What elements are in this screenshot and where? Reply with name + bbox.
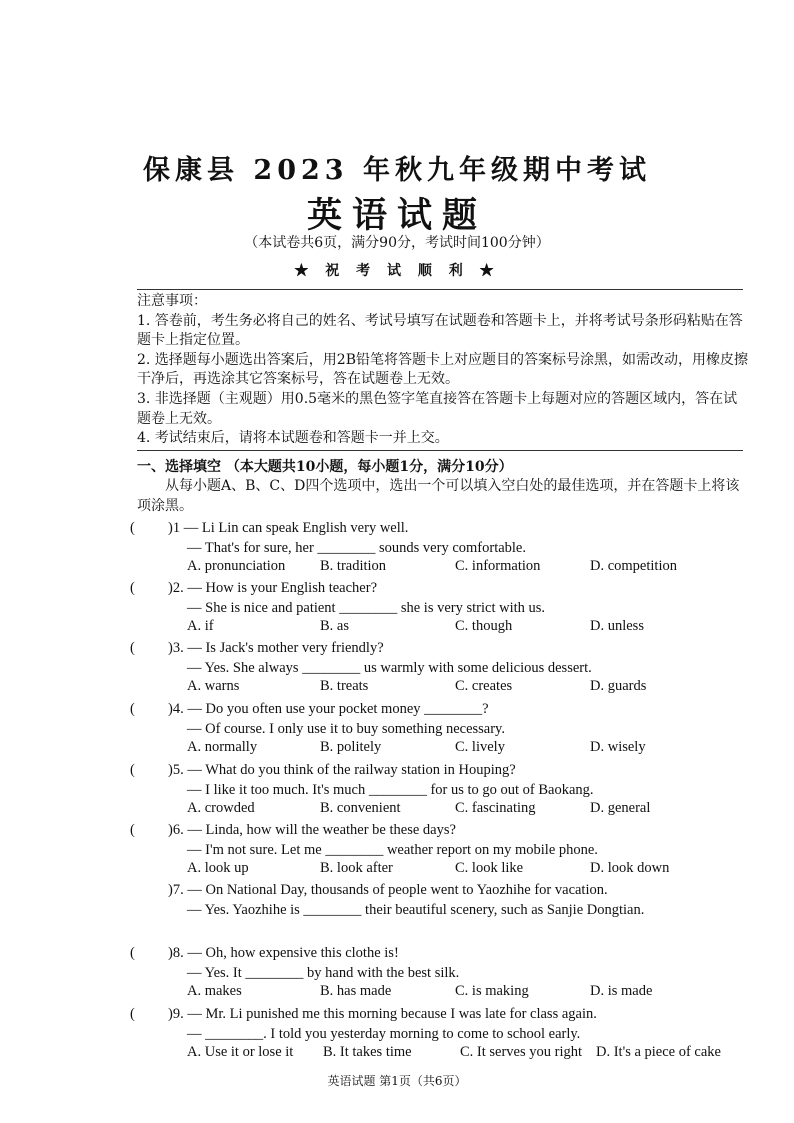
answer-paren[interactable]: ( — [130, 945, 135, 961]
question-stem: — Linda, how will the weather be these days? — [187, 822, 456, 838]
question-number: )4. — [168, 701, 184, 717]
option-c: C. It serves you right — [460, 1044, 583, 1060]
question-response: — She is nice and patient ________ she is very strict with us. — [187, 600, 546, 616]
note-item: 2. 选择题每小题选出答案后，用2B铅笔将答题卡上对应题目的答案标号涂黑，如需改动，用橡皮擦干净后，再选涂其它答案标号，答在试题卷上无效。 — [137, 351, 749, 388]
question-response: — Yes. Yaozhihe is ________ their beautiful scenery, such as Sanjie Dongtian. — [187, 902, 645, 918]
question-number: )1 — [168, 520, 181, 536]
option-a: A. warns — [187, 678, 240, 694]
question-7 — [130, 880, 770, 940]
option-c: C. fascinating — [455, 800, 536, 816]
question-number: )2. — [168, 580, 184, 596]
question-number: )3. — [168, 640, 184, 656]
answer-paren[interactable]: ( — [130, 701, 135, 717]
answer-paren[interactable]: ( — [130, 822, 135, 838]
question-9 — [130, 1004, 770, 1064]
note-item: 3. 非选择题（主观题）用0.5毫米的黑色签字笔直接答在答题卡上每题对应的答题区域内，答在试题卷上无效。 — [137, 390, 738, 427]
question-6 — [130, 820, 770, 880]
option-a: A. makes — [187, 983, 242, 999]
option-a: A. Use it or lose it — [187, 1044, 294, 1060]
option-a: A. normally — [187, 739, 258, 755]
question-number: )9. — [168, 1006, 184, 1022]
option-b: B. politely — [320, 739, 382, 755]
question-stem: — What do you think of the railway station in Houping? — [187, 762, 516, 778]
option-d: D. unless — [590, 618, 644, 634]
question-3 — [130, 638, 770, 698]
answer-paren[interactable]: ( — [130, 580, 135, 596]
question-number: )6. — [168, 822, 184, 838]
option-a: A. look up — [187, 860, 249, 876]
question-stem: — Li Lin can speak English very well. — [183, 520, 409, 536]
notes-block — [137, 292, 749, 449]
question-response: — Of course. I only use it to buy something necessary. — [187, 721, 505, 737]
option-a: A. crowded — [187, 800, 255, 816]
question-8 — [130, 943, 770, 1003]
exam-title: 保康县 2023 年秋九年级期中考试 — [143, 155, 651, 186]
answer-paren[interactable]: ( — [130, 762, 135, 778]
option-d: D. general — [590, 800, 651, 816]
option-c: C. is making — [455, 983, 529, 999]
question-1 — [130, 518, 770, 578]
question-response: — That's for sure, her ________ sounds very comfortable. — [187, 540, 526, 556]
section-title: 一、选择填空 （本大题共10小题，每小题1分，满分10分） — [137, 459, 513, 475]
answer-paren[interactable]: ( — [130, 520, 135, 536]
question-response: — I'm not sure. Let me ________ weather report on my mobile phone. — [187, 842, 598, 858]
option-a: A. if — [187, 618, 214, 634]
option-c: C. creates — [455, 678, 513, 694]
question-stem: — Do you often use your pocket money ________? — [187, 701, 489, 717]
question-stem: — Oh, how expensive this clothe is! — [187, 945, 399, 961]
section-instruction: 从每小题A、B、C、D四个选项中，选出一个可以填入空白处的最佳选项，并在答题卡上将该项涂黑。 — [137, 478, 740, 514]
question-number: )7. — [168, 882, 184, 898]
answer-paren[interactable]: ( — [130, 1006, 135, 1022]
option-b: B. convenient — [320, 800, 401, 816]
answer-paren[interactable]: ( — [130, 640, 135, 656]
option-c: C. look like — [455, 860, 524, 876]
note-item: 1. 答卷前，考生务必将自己的姓名、考试号填写在试题卷和答题卡上，并将考试号条形码粘贴在答题卡上指定位置。 — [137, 312, 743, 349]
option-b: B. tradition — [320, 558, 387, 574]
option-c: C. though — [455, 618, 513, 634]
option-a: A. pronunciation — [187, 558, 286, 574]
question-stem: — Is Jack's mother very friendly? — [187, 640, 384, 656]
option-c: C. information — [455, 558, 541, 574]
question-response: — I like it too much. It's much ________ for us to go out of Baokang. — [187, 782, 594, 798]
option-d: D. is made — [590, 983, 653, 999]
option-d: D. look down — [590, 860, 670, 876]
subject-title: 英语试题 — [306, 195, 487, 236]
question-response: — Yes. She always ________ us warmly with some delicious dessert. — [187, 660, 592, 676]
page-footer: 英语试题 第1页（共6页） — [327, 1074, 467, 1088]
question-response: — Yes. It ________ by hand with the best silk. — [187, 965, 460, 981]
option-b: B. look after — [320, 860, 393, 876]
question-5 — [130, 760, 770, 820]
question-2 — [130, 578, 770, 638]
divider — [137, 450, 743, 451]
question-number: )8. — [168, 945, 184, 961]
option-b: B. It takes time — [323, 1044, 412, 1060]
question-response: — ________. I told you yesterday morning to come to school early. — [187, 1026, 581, 1042]
option-d: D. guards — [590, 678, 647, 694]
question-stem: — Mr. Li punished me this morning because I was late for class again. — [187, 1006, 597, 1022]
question-stem: — On National Day, thousands of people went to Yaozhihe for vacation. — [187, 882, 608, 898]
option-b: B. has made — [320, 983, 392, 999]
exam-info: （本试卷共6页，满分90分，考试时间100分钟） — [244, 235, 550, 251]
option-d: D. competition — [590, 558, 677, 574]
option-d: D. wisely — [590, 739, 646, 755]
question-4 — [130, 699, 770, 759]
option-b: B. treats — [320, 678, 369, 694]
question-stem: — How is your English teacher? — [187, 580, 378, 596]
note-item: 4. 考试结束后，请将本试题卷和答题卡一并上交。 — [137, 430, 449, 447]
option-b: B. as — [320, 618, 349, 634]
option-c: C. lively — [455, 739, 505, 755]
blessing-line: ★ 祝 考 试 顺 利 ★ — [294, 263, 500, 279]
question-number: )5. — [168, 762, 184, 778]
notes-heading: 注意事项： — [137, 293, 207, 309]
divider — [137, 289, 743, 290]
option-d: D. It's a piece of cake — [596, 1044, 721, 1060]
